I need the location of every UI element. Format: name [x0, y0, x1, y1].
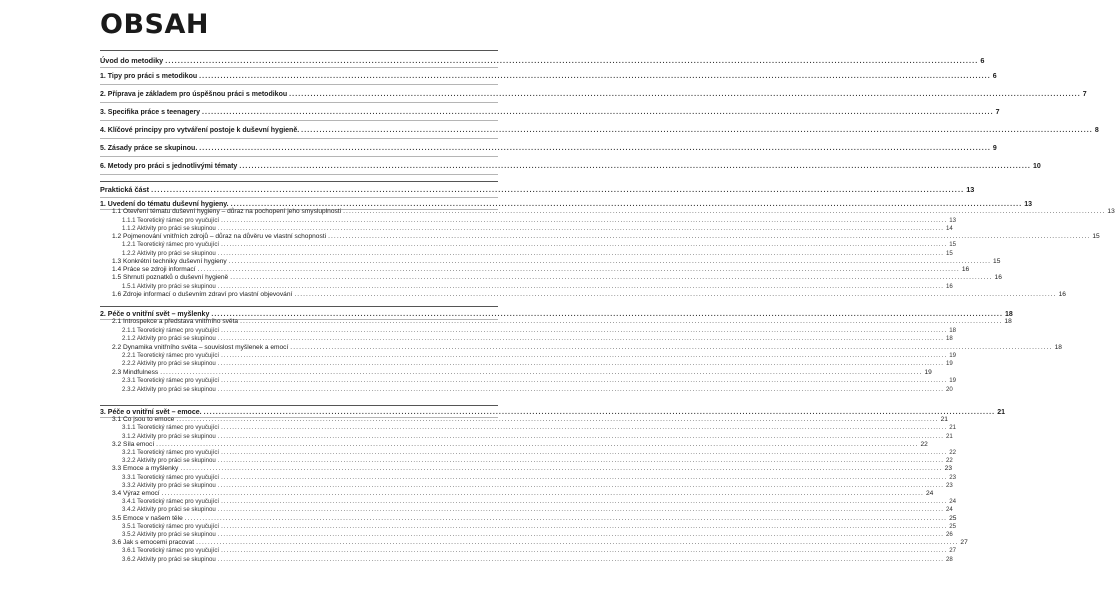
dot-leader: ....................................................................................................................................................................................................................................................................	[221, 216, 948, 224]
toc-entry[interactable]	[100, 440, 928, 449]
toc-entry[interactable]	[100, 522, 957, 531]
toc-page-number: 18	[949, 326, 957, 334]
toc-entry[interactable]	[100, 457, 953, 465]
toc-entry-label: 1.5 Shrnutí poznatků o duševní hygieně	[112, 274, 229, 282]
dot-leader: ....................................................................................................................................................................................................................................................................	[221, 352, 948, 359]
toc-entry[interactable]	[100, 465, 952, 473]
toc-page-number: 18	[1005, 311, 1013, 318]
dot-leader: ....................................................................................................................................................................................................................................................................	[203, 409, 996, 416]
dot-leader: ....................................................................................................................................................................................................................................................................	[217, 555, 945, 563]
dot-leader: ....................................................................................................................................................................................................................................................................	[160, 368, 923, 376]
dot-leader: ....................................................................................................................................................................................................................................................................	[184, 514, 948, 522]
toc-entry-label: 3.3 Emoce a myšlenky	[112, 465, 179, 473]
divider	[100, 50, 498, 51]
toc-page-number: 18	[1054, 343, 1062, 351]
divider	[100, 102, 498, 103]
dot-leader: ....................................................................................................................................................................................................................................................................	[217, 224, 945, 232]
toc-page-number: 18	[946, 335, 953, 343]
toc-entry-label: 2.1 Introspekce a představa vnitřního světa	[112, 318, 239, 326]
divider	[100, 197, 498, 198]
toc-entry-label: 3.6.2 Aktivity pro práci se skupinou	[122, 555, 216, 563]
dot-leader: ....................................................................................................................................................................................................................................................................	[221, 326, 948, 334]
toc-entry-label: 3. Specifika práce s teenagery	[100, 109, 200, 116]
toc-entry[interactable]	[100, 282, 953, 291]
toc-entry[interactable]	[100, 224, 953, 233]
toc-entry-label: 3.4 Výraz emocí	[112, 490, 160, 497]
toc-page-number: 25	[949, 522, 957, 530]
toc-page-number: 26	[946, 531, 953, 538]
toc-entry[interactable]	[100, 290, 1066, 299]
toc-page-number: 19	[946, 360, 953, 368]
dot-leader: ....................................................................................................................................................................................................................................................................	[221, 498, 948, 506]
toc-entry-label: 2.1.2 Aktivity pro práci se skupinou	[122, 335, 216, 343]
toc-entry-label: 3.3.1 Teoretický rámec pro vyučující	[122, 473, 220, 481]
toc-entry-label: 1.2.2 Aktivity pro práci se skupinou	[122, 249, 216, 257]
toc-entry[interactable]	[100, 539, 968, 547]
toc-entry-label: 6. Metody pro práci s jednotlivými tématy	[100, 163, 238, 170]
toc-entry-label: 3.2.2 Aktivity pro práci se skupinou	[122, 457, 216, 465]
toc-entry[interactable]	[100, 249, 953, 258]
divider	[100, 138, 498, 139]
dot-leader: ....................................................................................................................................................................................................................................................................	[217, 481, 945, 489]
divider	[100, 156, 498, 157]
toc-entry[interactable]	[100, 335, 953, 343]
toc-entry[interactable]	[100, 208, 1115, 216]
dot-leader: ....................................................................................................................................................................................................................................................................	[180, 465, 943, 473]
toc-entry[interactable]	[100, 506, 953, 514]
divider	[100, 67, 498, 68]
toc-entry-label: 1.5.1 Aktivity pro práci se skupinou	[122, 282, 216, 290]
divider	[100, 405, 498, 406]
dot-leader: ....................................................................................................................................................................................................................................................................	[221, 241, 948, 249]
dot-leader: ....................................................................................................................................................................................................................................................................	[290, 343, 1053, 351]
divider	[100, 84, 498, 85]
toc-entry[interactable]	[100, 531, 953, 539]
toc-entry-label: 3.6.1 Teoretický rámec pro vyučující	[122, 547, 220, 555]
toc-entry[interactable]	[100, 416, 948, 424]
toc-entry-label: 3.4.1 Teoretický rámec pro vyučující	[122, 498, 220, 506]
toc-entry-label: 3.5 Emoce v našem těle	[112, 514, 183, 522]
toc-page-number: 13	[966, 185, 975, 194]
toc-entry-label: 1. Tipy pro práci s metodikou	[100, 73, 198, 80]
toc-entry[interactable]	[100, 432, 953, 441]
toc-entry[interactable]	[100, 185, 975, 195]
toc-entry-label: Praktická část	[100, 185, 150, 194]
toc-page-number: 15	[993, 257, 1001, 265]
toc-entry-label: 2.2 Dynamika vnitřního světa – souvislost myšlenek a emocí	[112, 343, 289, 351]
toc-page-number: 9	[992, 145, 997, 152]
dot-leader: ....................................................................................................................................................................................................................................................................	[301, 127, 1093, 134]
toc-page-number: 7	[1082, 91, 1087, 98]
toc-page-number: 21	[997, 409, 1006, 416]
toc-entry-label: 1.2 Pojmenování vnitřních zdrojů – důraz na důvěru ve vlastní schopnosti	[112, 233, 327, 240]
page-title: OBSAH	[100, 9, 209, 40]
toc-entry[interactable]	[100, 162, 1041, 172]
toc-entry-label: 2.2.2 Aktivity pro práci se skupinou	[122, 360, 216, 368]
dot-leader: ....................................................................................................................................................................................................................................................................	[199, 73, 991, 80]
toc-page-number: 28	[946, 555, 953, 563]
dot-leader: ....................................................................................................................................................................................................................................................................	[328, 233, 1091, 240]
dot-leader: ....................................................................................................................................................................................................................................................................	[196, 539, 959, 547]
dot-leader: ....................................................................................................................................................................................................................................................................	[217, 432, 945, 440]
toc-entry-label: 1. Uvedení do tématu duševní hygieny.	[100, 201, 229, 208]
toc-entry[interactable]	[100, 368, 932, 377]
toc-entry[interactable]	[100, 481, 953, 490]
toc-entry-label: 2.3.1 Teoretický rámec pro vyučující	[122, 377, 220, 385]
toc-entry-label: 2.1.1 Teoretický rámec pro vyučující	[122, 326, 220, 334]
toc-entry[interactable]	[100, 377, 957, 385]
dot-leader: ....................................................................................................................................................................................................................................................................	[165, 56, 979, 65]
toc-page-number: 23	[949, 473, 957, 481]
toc-page-number: 24	[949, 498, 957, 506]
toc-entry-label: 2.2.1 Teoretický rámec pro vyučující	[122, 352, 220, 359]
toc-entry[interactable]	[100, 490, 934, 498]
toc-entry[interactable]	[100, 257, 1001, 266]
toc-entry-label: 3.1.2 Aktivity pro práci se skupinou	[122, 432, 216, 440]
toc-page-number: 13	[1024, 201, 1033, 208]
toc-entry[interactable]	[100, 547, 957, 555]
dot-leader: ....................................................................................................................................................................................................................................................................	[217, 506, 945, 514]
toc-page-number: 7	[995, 109, 1000, 116]
dot-leader: ....................................................................................................................................................................................................................................................................	[240, 318, 1003, 326]
toc-page-number: 13	[949, 216, 957, 224]
toc-page-number: 19	[949, 352, 957, 359]
dot-leader: ....................................................................................................................................................................................................................................................................	[217, 282, 945, 290]
dot-leader: ....................................................................................................................................................................................................................................................................	[217, 457, 945, 465]
toc-page-number: 27	[949, 547, 957, 555]
toc-page-number: 15	[949, 241, 957, 249]
dot-leader: ....................................................................................................................................................................................................................................................................	[221, 473, 948, 481]
toc-entry[interactable]	[100, 144, 997, 154]
dot-leader: ....................................................................................................................................................................................................................................................................	[211, 311, 1003, 318]
toc-entry[interactable]	[100, 274, 1002, 282]
toc-entry[interactable]	[100, 241, 957, 249]
toc-entry-label: 1.1 Otevření tématu duševní hygieny – důraz na pochopení jeho smysluplnosti	[112, 208, 342, 216]
toc-page-number: 16	[1058, 290, 1066, 298]
toc-entry[interactable]	[100, 126, 1099, 136]
toc-entry-label: 2.3 Mindfulness	[112, 368, 159, 376]
toc-page-number: 6	[980, 56, 985, 65]
toc-entry[interactable]	[100, 352, 957, 360]
divider	[100, 306, 498, 307]
dot-leader: ....................................................................................................................................................................................................................................................................	[221, 547, 948, 555]
toc-page-number: 19	[924, 368, 932, 376]
dot-leader: ....................................................................................................................................................................................................................................................................	[217, 385, 945, 393]
toc-entry-label: 5. Zásady práce se skupinou.	[100, 145, 198, 152]
dot-leader: ....................................................................................................................................................................................................................................................................	[239, 163, 1031, 170]
dot-leader: ....................................................................................................................................................................................................................................................................	[217, 531, 945, 538]
toc-page-number: 16	[961, 266, 970, 273]
toc-entry[interactable]	[100, 326, 957, 335]
toc-page-number: 22	[949, 449, 957, 456]
toc-entry[interactable]	[100, 318, 1012, 326]
toc-page-number: 6	[992, 73, 997, 80]
toc-entry-label: 2. Péče o vnitřní svět – myšlenky	[100, 311, 210, 318]
toc-entry[interactable]	[100, 216, 957, 225]
dot-leader: ....................................................................................................................................................................................................................................................................	[221, 522, 948, 530]
toc-page-number: 16	[946, 282, 953, 290]
dot-leader: ....................................................................................................................................................................................................................................................................	[230, 201, 1023, 208]
dot-leader: ....................................................................................................................................................................................................................................................................	[197, 266, 960, 273]
dot-leader: ....................................................................................................................................................................................................................................................................	[221, 424, 948, 432]
toc-entry[interactable]	[100, 343, 1062, 352]
toc-entry[interactable]	[100, 424, 957, 432]
toc-entry-label: 3.4.2 Aktivity pro práci se skupinou	[122, 506, 216, 514]
toc-entry-label: 3.1 Co jsou to emoce	[112, 416, 175, 424]
toc-entry-label: 3.2.1 Teoretický rámec pro vyučující	[122, 449, 220, 456]
toc-entry[interactable]	[100, 90, 1087, 100]
toc-entry-label: 2. Příprava je základem pro úspěšnou práci s metodikou	[100, 91, 288, 98]
toc-page-number: 10	[1032, 163, 1041, 170]
toc-entry[interactable]	[100, 360, 953, 368]
dot-leader: ....................................................................................................................................................................................................................................................................	[156, 440, 919, 448]
toc-page-number: 21	[940, 416, 948, 424]
dot-leader: ....................................................................................................................................................................................................................................................................	[230, 274, 993, 282]
toc-page-number: 18	[1004, 318, 1012, 326]
toc-page-number: 15	[946, 249, 953, 257]
dot-leader: ....................................................................................................................................................................................................................................................................	[228, 257, 992, 265]
toc-entry[interactable]	[100, 233, 1100, 241]
toc-page-number: 23	[944, 465, 952, 473]
divider	[100, 120, 498, 121]
toc-entry-label: Úvod do metodiky	[100, 56, 164, 65]
toc-entry-label: 1.1.2 Aktivity pro práci se skupinou	[122, 224, 216, 232]
toc-page-number: 23	[946, 481, 953, 489]
toc-entry-label: 3.1.1 Teoretický rámec pro vyučující	[122, 424, 220, 432]
toc-page-number: 19	[949, 377, 957, 385]
toc-page-number: 20	[946, 385, 953, 393]
toc-page-number: 13	[1107, 208, 1115, 216]
toc-entry-label: 1.4 Práce se zdroji informací	[112, 266, 196, 273]
toc-entry[interactable]	[100, 498, 957, 506]
dot-leader: ....................................................................................................................................................................................................................................................................	[217, 249, 945, 257]
dot-leader: ....................................................................................................................................................................................................................................................................	[217, 360, 945, 368]
toc-entry-label: 2.3.2 Aktivity pro práci se skupinou	[122, 385, 216, 393]
toc-page-number: 16	[994, 274, 1002, 282]
toc-page-number: 8	[1094, 127, 1099, 134]
toc-entry[interactable]	[100, 555, 953, 564]
toc-page-number: 21	[949, 424, 957, 432]
dot-leader: ....................................................................................................................................................................................................................................................................	[202, 109, 994, 116]
dot-leader: ....................................................................................................................................................................................................................................................................	[289, 91, 1081, 98]
dot-leader: ....................................................................................................................................................................................................................................................................	[161, 490, 924, 497]
dot-leader: ....................................................................................................................................................................................................................................................................	[151, 185, 965, 194]
toc-page-number: 24	[946, 506, 953, 514]
toc-page-number: 22	[946, 457, 953, 465]
divider	[100, 174, 498, 175]
toc-entry-label: 3.2 Síla emocí	[112, 440, 155, 448]
toc-entry[interactable]	[100, 266, 970, 274]
dot-leader: ....................................................................................................................................................................................................................................................................	[221, 449, 948, 456]
toc-page-number: 22	[920, 440, 928, 448]
toc-entry[interactable]	[100, 514, 957, 523]
toc-entry-label: 1.2.1 Teoretický rámec pro vyučující	[122, 241, 220, 249]
toc-entry-label: 3.5.2 Aktivity pro práci se skupinou	[122, 531, 216, 538]
dot-leader: ....................................................................................................................................................................................................................................................................	[176, 416, 939, 424]
toc-entry-label: 4. Klíčové principy pro vytváření postoje k duševní hygieně.	[100, 127, 300, 134]
dot-leader: ....................................................................................................................................................................................................................................................................	[199, 145, 991, 152]
toc-page-number: 27	[960, 539, 968, 547]
dot-leader: ....................................................................................................................................................................................................................................................................	[221, 377, 948, 385]
toc-entry-label: 1.6 Zdroje informací o duševním zdraví pro vlastní objevování	[112, 290, 293, 298]
toc-page-number: 25	[949, 514, 957, 522]
toc-entry-label: 3.6 Jak s emocemi pracovat	[112, 539, 195, 547]
toc-entry-label: 3.5.1 Teoretický rámec pro vyučující	[122, 522, 220, 530]
toc-page-number: 15	[1092, 233, 1100, 240]
toc-entry-label: 1.1.1 Teoretický rámec pro vyučující	[122, 216, 220, 224]
toc-page-number: 24	[925, 490, 934, 497]
toc-entry-label: 3. Péče o vnitřní svět – emoce.	[100, 409, 202, 416]
dot-leader: ....................................................................................................................................................................................................................................................................	[217, 335, 945, 343]
dot-leader: ....................................................................................................................................................................................................................................................................	[294, 290, 1057, 298]
toc-page-number: 21	[946, 432, 953, 440]
toc-page-number: 14	[946, 224, 953, 232]
toc-entry[interactable]	[100, 449, 957, 457]
toc-entry-label: 1.3 Konkrétní techniky duševní hygieny	[112, 257, 227, 265]
toc-entry[interactable]	[100, 473, 957, 482]
dot-leader: ....................................................................................................................................................................................................................................................................	[343, 208, 1106, 216]
toc-entry[interactable]	[100, 72, 997, 82]
toc-entry-label: 3.3.2 Aktivity pro práci se skupinou	[122, 481, 216, 489]
toc-entry[interactable]	[100, 108, 1000, 118]
toc-entry[interactable]	[100, 56, 985, 66]
divider	[100, 181, 498, 182]
toc-entry[interactable]	[100, 385, 953, 394]
